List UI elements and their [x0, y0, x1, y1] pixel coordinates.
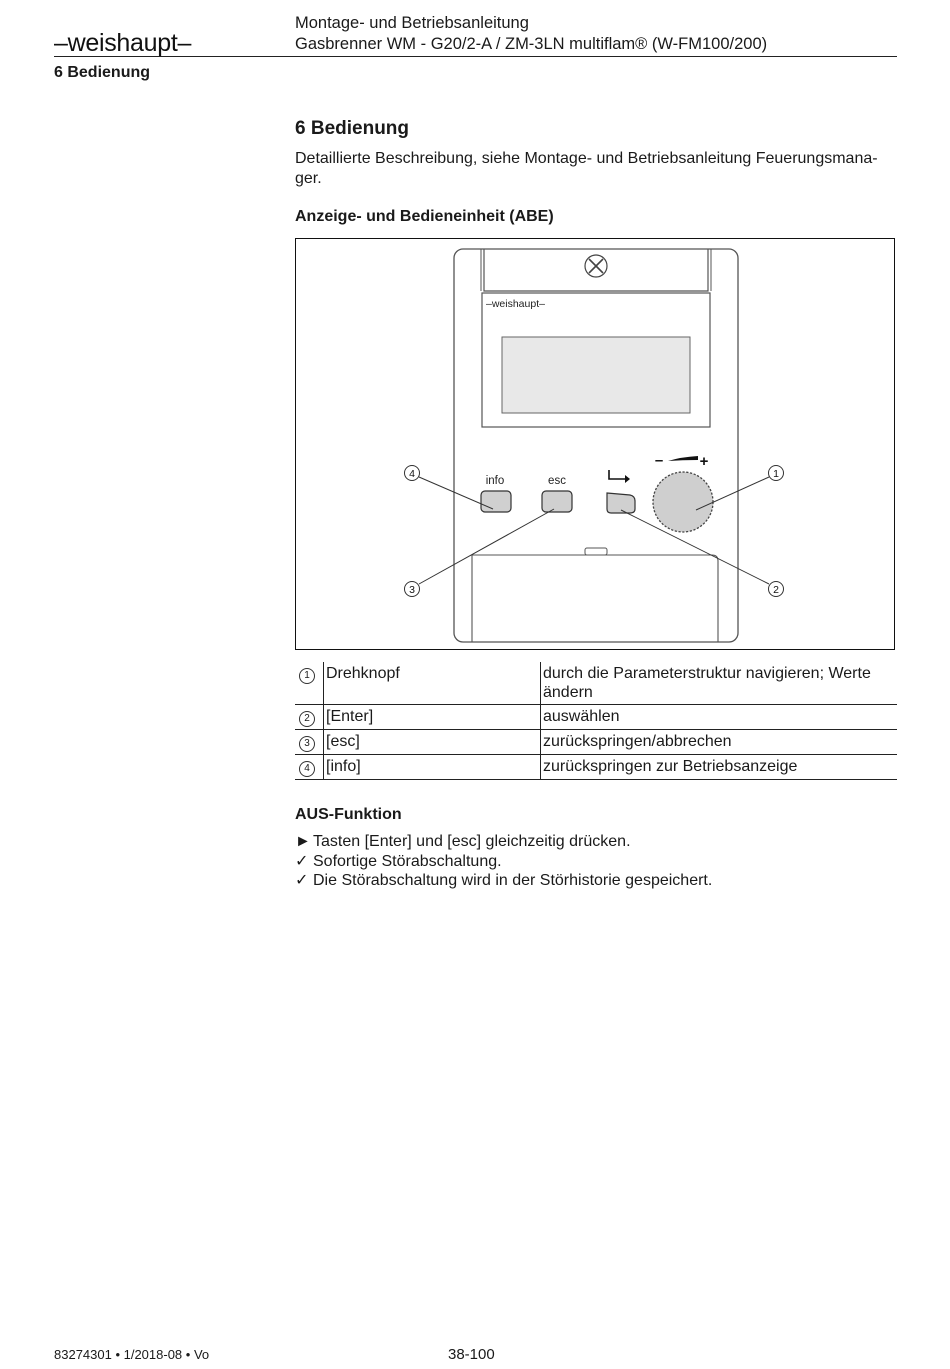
legend-table [295, 662, 897, 780]
figure-heading: Anzeige- und Bedieneinheit (ABE) [295, 208, 554, 225]
lower-cover [472, 555, 718, 642]
callout-3 [405, 582, 420, 597]
step-text: Sofortige Störabschaltung. [313, 852, 502, 870]
svg-text:3: 3 [409, 584, 415, 596]
table-row [295, 755, 897, 780]
svg-text:1: 1 [773, 468, 779, 480]
knob-minus-label: – [654, 452, 664, 469]
info-button-label: info [485, 475, 505, 487]
esc-button [542, 491, 572, 512]
table-row [295, 705, 897, 730]
knob-plus-label: + [699, 453, 709, 470]
page-heading: 6 Bedienung [295, 118, 410, 139]
legend-description: auswählen [541, 705, 898, 730]
knob-scale-icon [668, 456, 698, 461]
check-icon: ✓ [295, 872, 309, 889]
screw-icon [585, 255, 607, 277]
lcd-screen [502, 337, 690, 413]
device-figure [295, 238, 895, 650]
footer-page-number: 38-100 [448, 1346, 495, 1363]
legend-number: 1 [299, 668, 315, 684]
legend-term: Drehknopf [324, 662, 541, 705]
device-illustration [296, 239, 896, 651]
step-text: Die Störabschaltung wird in der Störhistorie gespeichert. [313, 872, 713, 889]
table-row [295, 730, 897, 755]
callout-4 [405, 466, 420, 481]
list-item [295, 832, 895, 852]
aus-funktion-steps [295, 832, 895, 891]
callout-1 [769, 466, 784, 481]
legend-term: [Enter] [324, 705, 541, 730]
legend-number: 4 [299, 761, 315, 777]
legend-term: [esc] [324, 730, 541, 755]
svg-text:2: 2 [773, 584, 779, 596]
list-item [295, 852, 895, 872]
callout-2 [769, 582, 784, 597]
svg-text:4: 4 [409, 468, 415, 480]
legend-description: zurückspringen/abbrechen [541, 730, 898, 755]
legend-number: 3 [299, 736, 315, 752]
header-divider [54, 56, 897, 57]
rotary-knob [653, 472, 713, 532]
legend-number: 2 [299, 711, 315, 727]
intro-text: Detaillierte Beschreibung, siehe Montage- und Betriebsanleitung Feuerungsmana-ger. [295, 150, 878, 187]
step-text: Tasten [Enter] und [esc] gleichzeitig drücken. [313, 833, 631, 850]
info-button [481, 491, 511, 512]
footer-doc-id: 83274301 • 1/2018-08 • Vo [54, 1347, 210, 1362]
check-icon: ✓ [295, 852, 309, 870]
legend-description: zurückspringen zur Betriebsanzeige [541, 755, 898, 780]
list-item [295, 871, 895, 891]
header-title-line1: Montage- und Betriebsanleitung [295, 14, 529, 32]
aus-funktion-heading: AUS-Funktion [295, 806, 402, 823]
enter-arrow-icon [609, 470, 630, 483]
table-row [295, 662, 897, 705]
esc-button-label: esc [548, 475, 566, 487]
brand-logo: –weishaupt– [54, 29, 192, 57]
device-brand-label: –weishaupt– [486, 298, 545, 310]
cover-tab [585, 548, 607, 555]
step-marker-icon: ► [295, 833, 311, 850]
legend-description: durch die Parameterstruktur navigieren; Werte ändern [541, 662, 898, 705]
header-title-line2: Gasbrenner WM - G20/2-A / ZM-3LN multiflam® (W-FM100/200) [295, 35, 768, 53]
section-label: 6 Bedienung [54, 64, 151, 81]
legend-term: [info] [324, 755, 541, 780]
